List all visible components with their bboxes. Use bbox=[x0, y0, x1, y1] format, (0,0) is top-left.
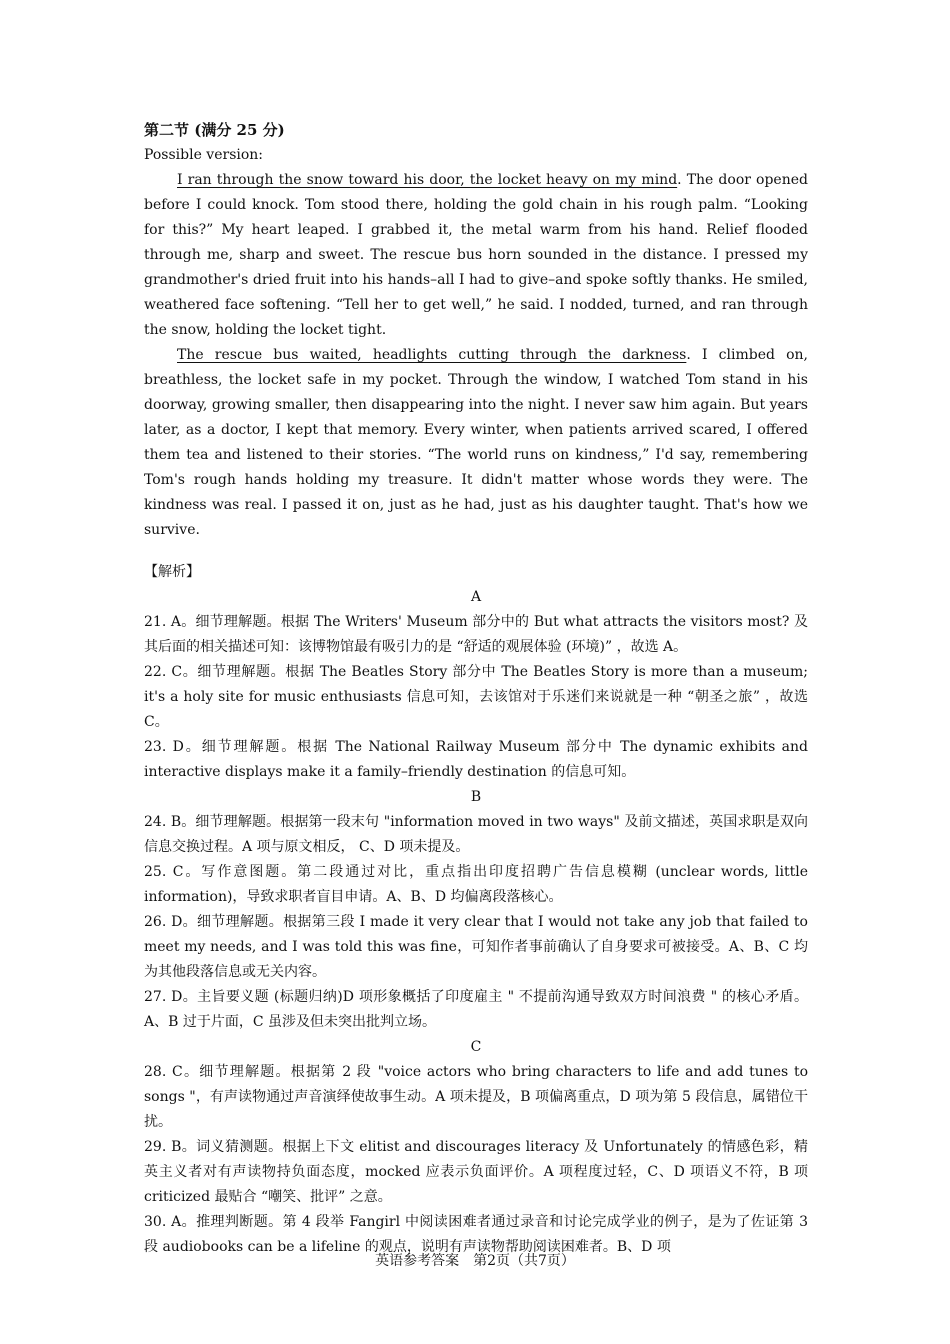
section-title: 第二节 (满分 25 分) bbox=[144, 121, 285, 139]
answer-item-30: 30. A。推理判断题。第 4 段举 Fangirl 中阅读困难者通过录音和讨论完成学业的例子，是为了佐证第 3 段 audiobooks can be a lifeline 的观点，说明有声读物帮助阅读困难者。B、D 项 bbox=[144, 1214, 808, 1255]
possible-version-label: Possible version: bbox=[144, 147, 264, 163]
paragraph-1-opening-sentence: I ran through the snow toward his door, the locket heavy on my mind bbox=[177, 172, 678, 188]
essay-paragraph-2 bbox=[144, 343, 808, 543]
answer-page bbox=[144, 118, 808, 1260]
page-footer: 英语参考答案 第2页（共7页） bbox=[375, 1253, 575, 1269]
answer-item-27: 27. D。主旨要义题 (标题归纳)D 项形象概括了印度雇主 " 不提前沟通导致双方时间浪费 " 的核心矛盾。A、B 过于片面，C 虽涉及但未突出批判立场。 bbox=[144, 989, 808, 1030]
paragraph-2-opening-sentence: The rescue bus waited, headlights cutting through the darkness bbox=[177, 347, 687, 363]
paragraph-1-body: . The door opened before I could knock. Tom stood there, holding the gold chain in his rough palm. “Looking for this?” My heart leaped. I grabbed it, the metal warm from his hand. Relief flooded through me, sharp and sweet. The rescue bus horn sounded in the distance. I pressed my grandmother's dried fruit into his hands–all I had to give–and spoke softly thanks. He smiled, weathered face softening. “Tell her to get well,” he said. I nodded, turned, and ran through the snow, holding the locket tight. bbox=[144, 172, 808, 338]
answer-item-28: 28. C。细节理解题。根据第 2 段 "voice actors who bring characters to life and add tunes to songs "，有声读物通过声音演绎使故事生动。A 项未提及，B 项偏离重点，D 项为第 5 段信息，属错位干扰。 bbox=[144, 1064, 808, 1130]
answer-item-25: 25. C。写作意图题。第二段通过对比，重点指出印度招聘广告信息模糊 (unclear words, little information)，导致求职者盲目申请。A、B、D 均偏离段落核心。 bbox=[144, 864, 808, 905]
essay-paragraph-1 bbox=[144, 168, 808, 343]
answer-item-21: 21. A。细节理解题。根据 The Writers' Museum 部分中的 But what attracts the visitors most? 及其后面的相关描述可知：该博物馆最有吸引力的是 “舒适的观展体验 (环境)” ，故选 A。 bbox=[144, 614, 808, 655]
section-letter-c: C bbox=[470, 1039, 482, 1055]
answer-item-26: 26. D。细节理解题。根据第三段 I made it very clear that I would not take any job that failed to meet my needs, and I was told this was fine，可知作者事前确认了自身要求可被接受。A、B、C 均为其他段落信息或无关内容。 bbox=[144, 914, 808, 980]
answer-item-22: 22. C。细节理解题。根据 The Beatles Story 部分中 The Beatles Story is more than a museum; it's a holy site for music enthusiasts 信息可知，去该馆对于乐迷们来说就是一种 “朝圣之旅” ，故选 C。 bbox=[144, 664, 808, 730]
paragraph-2-body: . I climbed on, breathless, the locket safe in my pocket. Through the window, I watched Tom stand in his doorway, growing smaller, then disappearing into the night. I never saw him again. But years later, as a doctor, I kept that memory. Every winter, when patients arrived scared, I offered them tea and listened to their stories. “The world runs on kindness,” I'd say, remembering Tom's rough hands holding my treasure. It didn't matter whose words they were. The kindness was real. I passed it on, just as he had, just as his daughter taught. That's how we survive. bbox=[144, 347, 808, 538]
answer-item-24: 24. B。细节理解题。根据第一段末句 "information moved in two ways" 及前文描述，英国求职是双向信息交换过程。A 项与原文相反， C、D 项未提及。 bbox=[144, 814, 808, 855]
analysis-label: 【解析】 bbox=[144, 564, 200, 580]
answer-item-29: 29. B。词义猜测题。根据上下文 elitist and discourages literacy 及 Unfortunately 的情感色彩，精英主义者对有声读物持负面态度，mocked 应表示负面评价。A 项程度过轻，C、D 项语义不符，B 项 criticized 最贴合 “嘲笑、批评” 之意。 bbox=[144, 1139, 808, 1205]
answer-item-23: 23. D。细节理解题。根据 The National Railway Museum 部分中 The dynamic exhibits and interactive displays make it a family–friendly destination 的信息可知。 bbox=[144, 739, 808, 780]
section-letter-b: B bbox=[470, 789, 482, 805]
section-letter-a: A bbox=[470, 589, 482, 605]
